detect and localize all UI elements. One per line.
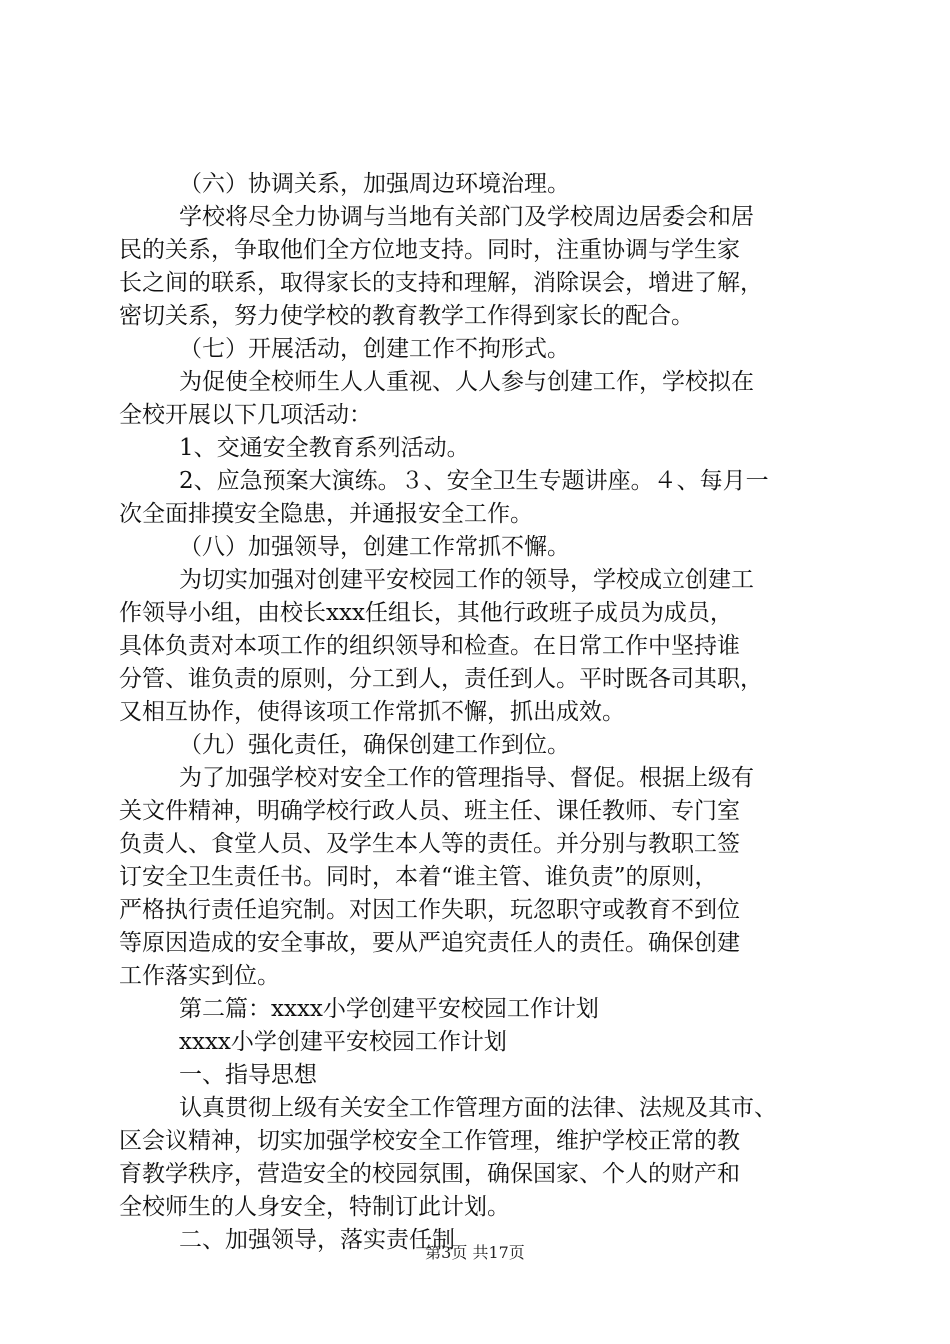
paragraph-line: 作领导小组，由校长xxx任组长，其他行政班子成员为成员， [119,600,733,626]
section-heading: 一、指导思想 [179,1062,317,1088]
section-heading: （六）协调关系，加强周边环境治理。 [179,171,570,197]
paragraph-line: 学校将尽全力协调与当地有关部门及学校周边居委会和居 [179,204,754,230]
list-item: 2、应急预案大演练。３、安全卫生专题讲座。４、每月一 [179,468,769,494]
paragraph-line: 民的关系，争取他们全方位地支持。同时，注重协调与学生家 [119,237,740,263]
paragraph-line: 工作落实到位。 [119,963,280,989]
paragraph-line: 具体负责对本项工作的组织领导和检查。在日常工作中坚持谁 [119,633,740,659]
paragraph-line: 负责人、食堂人员、及学生本人等的责任。并分别与教职工签 [119,831,740,857]
section-heading: 二、加强领导，落实责任制 [179,1227,455,1253]
paragraph-line: 区会议精神，切实加强学校安全工作管理，维护学校正常的教 [119,1128,740,1154]
paragraph-line: 认真贯彻上级有关安全工作管理方面的法律、法规及其市、 [179,1095,777,1121]
page-number-footer: 第3页 共17页 [425,1243,525,1262]
paragraph-line: 等原因造成的安全事故，要从严追究责任人的责任。确保创建 [119,930,740,956]
paragraph-line: 全校开展以下几项活动： [119,402,372,428]
paragraph-line: 为促使全校师生人人重视、人人参与创建工作，学校拟在 [179,369,754,395]
paragraph-line: 全校师生的人身安全，特制订此计划。 [119,1194,510,1220]
paragraph-line: 育教学秩序，营造安全的校园氛围，确保国家、个人的财产和 [119,1161,740,1187]
paragraph-line: 又相互协作，使得该项工作常抓不懈，抓出成效。 [119,699,625,725]
chapter-title: 第二篇：xxxx小学创建平安校园工作计划 [179,996,599,1022]
paragraph-line: 为了加强学校对安全工作的管理指导、督促。根据上级有 [179,765,754,791]
document-body [119,168,835,1257]
list-item: 次全面排摸安全隐患，并通报安全工作。 [119,501,533,527]
paragraph-line: 关文件精神，明确学校行政人员、班主任、课任教师、专门室 [119,798,740,824]
paragraph-line: 为切实加强对创建平安校园工作的领导，学校成立创建工 [179,567,754,593]
section-heading: （八）加强领导，创建工作常抓不懈。 [179,534,570,560]
document-title: xxxx小学创建平安校园工作计划 [179,1029,507,1055]
paragraph-line: 严格执行责任追究制。对因工作失职，玩忽职守或教育不到位 [119,897,740,923]
paragraph-line: 订安全卫生责任书。同时，本着“谁主管、谁负责”的原则， [119,864,718,890]
list-item: 1、交通安全教育系列活动。 [179,435,470,461]
paragraph-line: 密切关系，努力使学校的教育教学工作得到家长的配合。 [119,303,694,329]
paragraph-line: 分管、谁负责的原则，分工到人，责任到人。平时既各司其职， [119,666,763,692]
paragraph-line: 长之间的联系，取得家长的支持和理解，消除误会，增进了解， [119,270,763,296]
section-heading: （九）强化责任，确保创建工作到位。 [179,732,570,758]
section-heading: （七）开展活动，创建工作不拘形式。 [179,336,570,362]
